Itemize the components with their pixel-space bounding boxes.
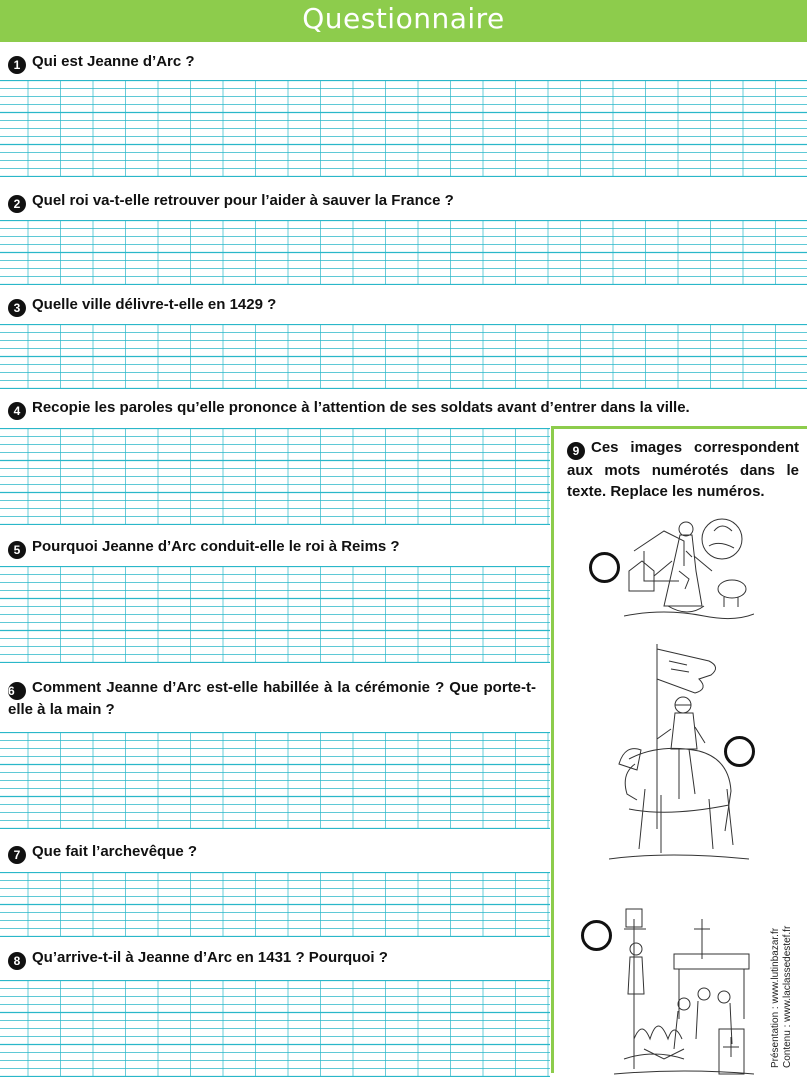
answer-circle-3[interactable] xyxy=(581,920,612,951)
question-7 xyxy=(8,842,197,864)
question-9-text: Ces images correspondent aux mots numérotés dans le texte. Replace les numéros. xyxy=(567,439,799,500)
question-number-9: 9 xyxy=(567,442,585,460)
credit-content: Contenu : www.laclassedestef.fr xyxy=(782,925,793,1068)
answer-lines-6[interactable] xyxy=(0,732,550,829)
question-3 xyxy=(8,295,276,317)
credit-presentation: Présentation : www.lutinbazar.fr xyxy=(770,927,781,1068)
question-number-2: 2 xyxy=(8,195,26,213)
question-3-text: Quelle ville délivre-t-elle en 1429 ? xyxy=(32,296,277,313)
page-title: Questionnaire xyxy=(302,2,505,35)
question-number-5: 5 xyxy=(8,541,26,559)
question-6 xyxy=(8,678,536,720)
answer-lines-1[interactable] xyxy=(0,80,807,177)
question-number-1: 1 xyxy=(8,56,26,74)
question-number-3: 3 xyxy=(8,299,26,317)
header-bar xyxy=(0,0,807,42)
question-number-8: 8 xyxy=(8,952,26,970)
question-2 xyxy=(8,191,454,213)
answer-circle-2[interactable] xyxy=(724,736,755,767)
credits xyxy=(770,926,794,1068)
question-5 xyxy=(8,537,400,559)
question-9 xyxy=(567,437,799,502)
question-1 xyxy=(8,52,195,74)
question-1-text: Qui est Jeanne d’Arc ? xyxy=(32,53,195,70)
question-number-6: 6 xyxy=(8,682,26,700)
answer-lines-2[interactable] xyxy=(0,220,807,285)
answer-lines-5[interactable] xyxy=(0,566,550,663)
question-number-7: 7 xyxy=(8,846,26,864)
answer-lines-3[interactable] xyxy=(0,324,807,389)
answer-lines-4[interactable] xyxy=(0,428,550,525)
question-number-4: 4 xyxy=(8,402,26,420)
question-7-text: Que fait l’archevêque ? xyxy=(32,843,198,860)
answer-circle-1[interactable] xyxy=(589,552,620,583)
question-8 xyxy=(8,948,388,970)
question-4 xyxy=(8,398,690,420)
question-6-text: Comment Jeanne d’Arc est-elle habillée à la cérémonie ? Que porte-t-elle à la main ? xyxy=(8,679,536,718)
image-matching-box xyxy=(551,426,807,1073)
stake-burning-illustration xyxy=(614,899,754,1079)
question-8-text: Qu’arrive-t-il à Jeanne d’Arc en 1431 ? Pourquoi ? xyxy=(32,949,388,966)
shepherdess-illustration xyxy=(624,511,754,631)
answer-lines-7[interactable] xyxy=(0,872,550,937)
question-5-text: Pourquoi Jeanne d’Arc conduit-elle le roi à Reims ? xyxy=(32,538,400,555)
answer-lines-8[interactable] xyxy=(0,980,550,1077)
question-2-text: Quel roi va-t-elle retrouver pour l’aider à sauver la France ? xyxy=(32,192,454,209)
question-4-text: Recopie les paroles qu’elle prononce à l’attention de ses soldats avant d’entrer dans la ville. xyxy=(32,399,690,416)
